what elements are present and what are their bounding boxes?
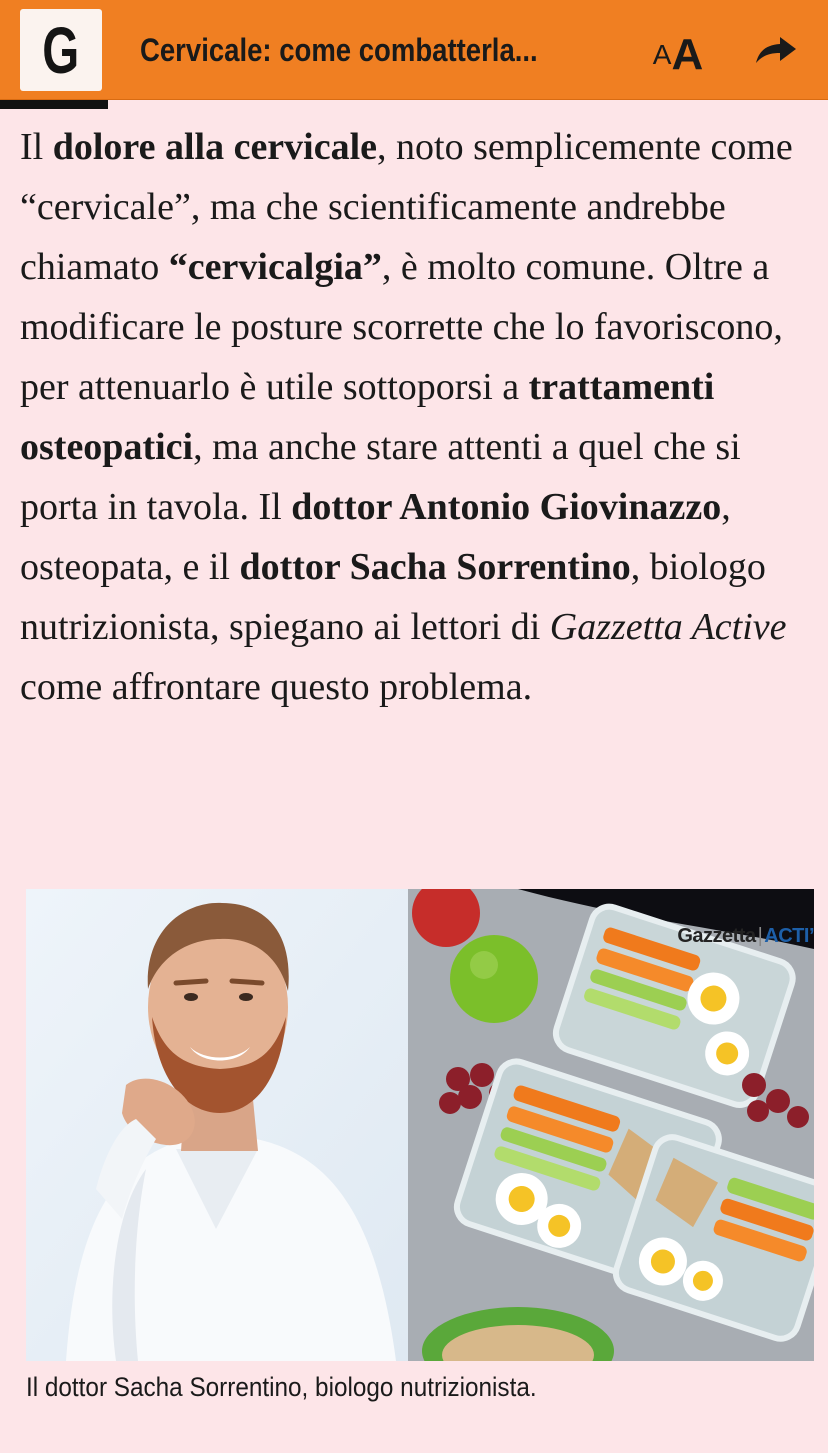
article-paragraph: Il dolore alla cervicale, noto semplicemente come “cervicale”, ma che scientificamente andrebbe chiamato “cervicalgia”, è molto comune. Oltre a modificare le posture scorrette che lo favoriscono, per attenuarlo è utile sottoporsi a trattamenti osteopatici, ma anche stare attenti a quel che si porta in tavola. Il dottor Antonio Giovinazzo, osteopata, e il dottor Sacha Sorrentino, biologo nutrizionista, spiegano ai lettori di Gazzetta Active come affrontare questo problema. (20, 126, 793, 708)
bold-dottor-sorrentino: dottor Sacha Sorrentino (239, 546, 631, 588)
text-size-small-glyph: A (652, 39, 672, 70)
logo-letter: G (42, 13, 80, 87)
healthy-food-photo (408, 889, 814, 1361)
image-caption: Il dottor Sacha Sorrentino, biologo nutrizionista. (26, 1372, 537, 1402)
article-body (20, 117, 815, 717)
bold-dottor-giovinazzo: dottor Antonio Giovinazzo (291, 486, 722, 528)
share-button[interactable] (748, 24, 804, 76)
page-title: Cervicale: come combatterla... (140, 32, 538, 68)
italic-gazzetta-active: Gazzetta Active (549, 606, 787, 648)
bold-cervicalgia: “cervicalgia” (168, 246, 382, 288)
share-arrow-icon (754, 35, 798, 65)
text-size-button[interactable] (644, 22, 712, 78)
top-bar (0, 0, 828, 100)
reading-progress-bar (0, 100, 108, 109)
gazzetta-active-watermark: Gazzetta | ACTI’ (677, 925, 814, 947)
bold-trattamenti-osteopatici: trattamenti osteopatici (20, 366, 715, 468)
bold-dolore-alla-cervicale: dolore alla cervicale (52, 126, 378, 168)
doctor-portrait-photo (26, 889, 408, 1361)
gazzetta-logo[interactable] (20, 9, 102, 91)
article-image[interactable] (26, 889, 814, 1361)
text-size-large-glyph: A (671, 30, 704, 79)
